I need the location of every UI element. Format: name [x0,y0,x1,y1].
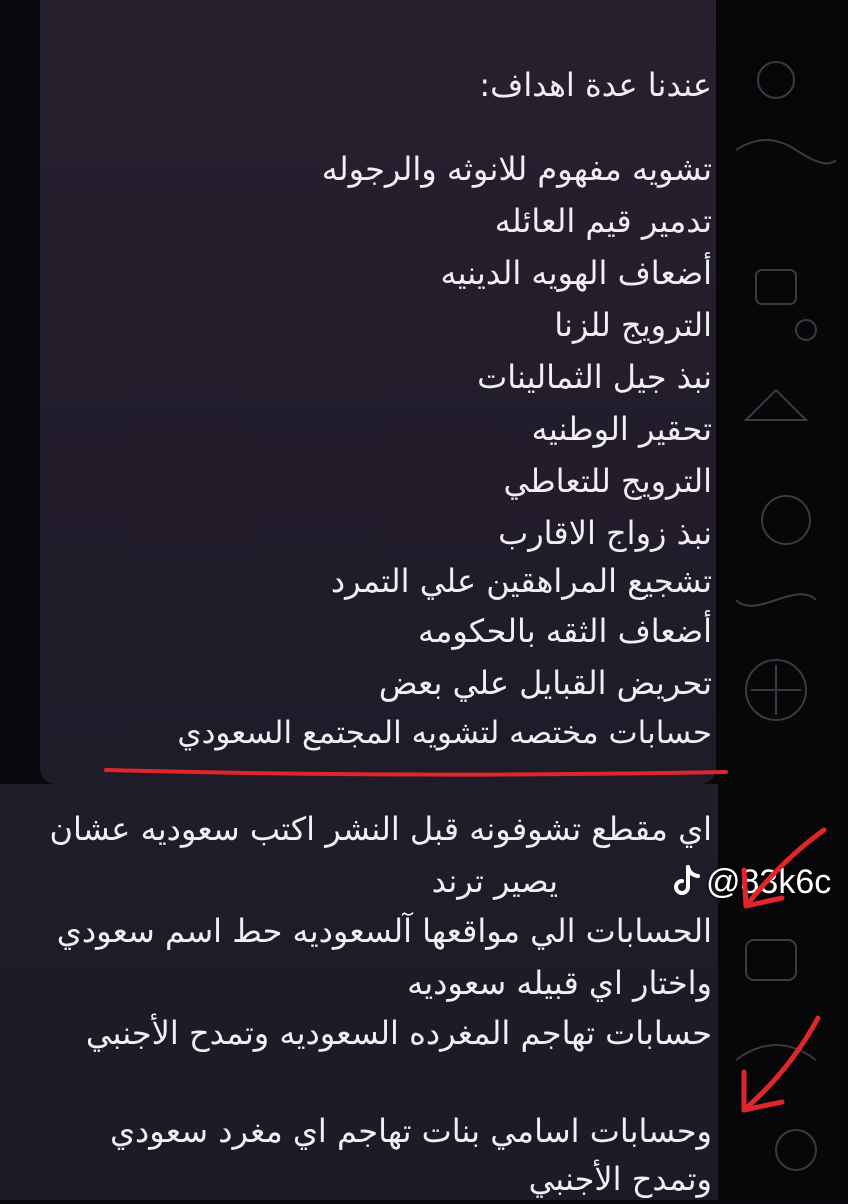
instruction-line: الحسابات الي مواقعها آلسعوديه حط اسم سعودي [56,912,712,950]
goal-line: الترويج للتعاطي [503,462,712,500]
watermark-handle: @83k6c [706,862,832,901]
red-arrow-annotation [732,820,832,920]
tiktok-icon [672,865,702,899]
instruction-line: واختار اي قبيله سعوديه [407,964,712,1002]
instruction-line: يصير ترند [431,862,558,900]
goal-line: نبذ جيل الثمالينات [477,358,712,396]
message-intro: عندنا عدة اهداف: [479,66,712,104]
goal-line: أضعاف الهويه الدينيه [440,254,712,292]
goal-line: تشويه مفهوم للانوثه والرجوله [321,150,712,188]
goal-line: أضعاف الثقه بالحكومه [418,612,712,650]
goal-line: نبذ زواج الاقارب [498,514,712,552]
instruction-line: وحسابات اسامي بنات تهاجم اي مغرد سعودي [109,1112,712,1150]
instruction-line: حسابات تهاجم المغرده السعوديه وتمدح الأجنبي [85,1014,712,1052]
goal-line: تحقير الوطنيه [531,410,712,448]
instruction-line: وتمدح الأجنبي [528,1160,712,1198]
instruction-line: اي مقطع تشوفونه قبل النشر اكتب سعوديه عشان [49,810,712,848]
goal-line: تحريض القبايل علي بعض [378,664,712,702]
goal-line: الترويج للزنا [554,306,712,344]
goal-line: تشجيع المراهقين علي التمرد [330,562,712,600]
red-underline-annotation [104,764,730,780]
goal-line-highlighted: حسابات مختصه لتشويه المجتمع السعودي [177,715,712,751]
goal-line: تدمير قيم العائله [494,202,712,240]
red-arrow-annotation [730,1010,830,1120]
